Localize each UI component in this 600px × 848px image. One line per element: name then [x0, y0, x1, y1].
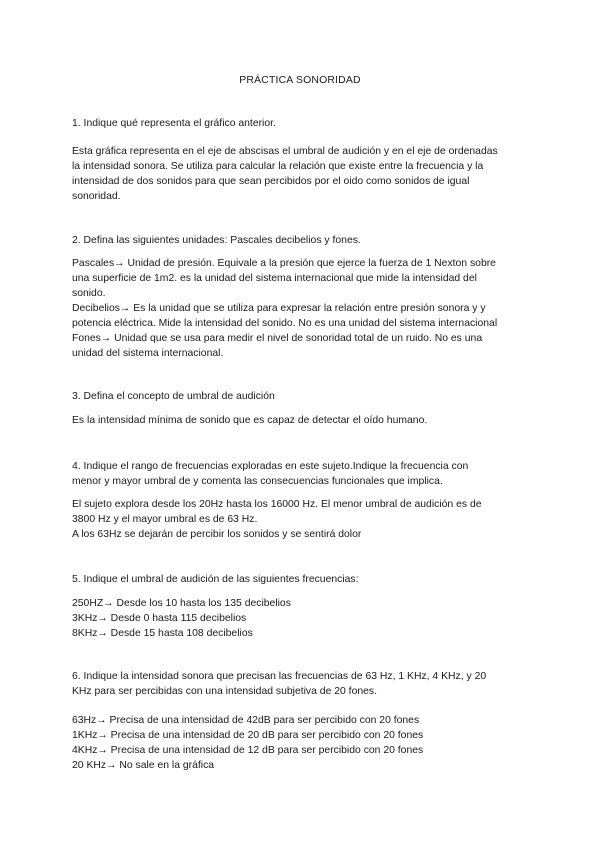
- answer-line: 3800 Hz y el mayor umbral es de 63 Hz.: [72, 514, 258, 525]
- answer-line: intensidad de dos sonidos para que sean percibidos por el oido como sonidos de igual: [72, 176, 470, 187]
- answer-line: El sujeto explora desde los 20Hz hasta los 16000 Hz. El menor umbral de audición es de: [72, 499, 482, 510]
- question-line: KHz para ser percibidas con una intensidad subjetiva de 20 fones.: [72, 686, 377, 697]
- question-line: 3. Defina el concepto de umbral de audición: [72, 391, 275, 402]
- answer-line: Pascales→ Unidad de presión. Equivale a la presión que ejerce la fuerza de 1 Nexton sobre: [72, 258, 496, 269]
- answer-line: potencia eléctrica. Mide la intensidad del sonido. No es una unidad del sistema internacional: [72, 318, 498, 329]
- answer-line: 250HZ→ Desde los 10 hasta los 135 decibelios: [72, 598, 291, 609]
- question-line: 6. Indique la intensidad sonora que precisan las frecuencias de 63 Hz, 1 KHz, 4 KHz, y 20: [72, 671, 487, 682]
- question-line: 2. Defina las siguientes unidades: Pascales decibelios y fones.: [72, 235, 361, 246]
- question-line: 5. Indique el umbral de audición de las siguientes frecuencias:: [72, 574, 359, 585]
- answer-6: [72, 713, 532, 773]
- answer-line: una superficie de 1m2. es la unidad del sistema internacional que mide la intensidad del: [72, 273, 477, 284]
- question-line: 4. Indique el rango de frecuencias exploradas en este sujeto.Indique la frecuencia con: [72, 461, 469, 472]
- answer-line: unidad del sistema internacional.: [72, 348, 224, 359]
- question-6: [72, 669, 532, 699]
- answer-line: Es la intensidad mínima de sonido que es capaz de detectar el oído humano.: [72, 415, 428, 426]
- question-line: menor y mayor umbral de y comenta las consecuencias funcionales que implica.: [72, 476, 443, 487]
- answer-line: 3KHz→ Desde 0 hasta 115 decibelios: [72, 613, 247, 624]
- answer-line: 63Hz→ Precisa de una intensidad de 42dB para ser percibido con 20 fones: [72, 715, 420, 726]
- answer-line: sonoridad.: [72, 191, 121, 202]
- answer-5: [72, 596, 532, 641]
- answer-line: 20 KHz→ No sale en la gráfica: [72, 760, 215, 771]
- answer-line: Decibelios→ Es la unidad que se utiliza para expresar la relación entre presión sonora y y: [72, 303, 486, 314]
- answer-line: Esta gráfica representa en el eje de abscisas el umbral de audición y en el eje de ordenadas: [72, 146, 498, 157]
- page-title: PRÁCTICA SONORIDAD: [239, 75, 361, 86]
- answer-line: Fones→ Unidad que se usa para medir el nivel de sonoridad total de un ruido. No es una: [72, 333, 483, 344]
- answer-line: 1KHz→ Precisa de una intensidad de 20 dB para ser percibido con 20 fones: [72, 730, 424, 741]
- question-3: [72, 389, 532, 404]
- question-4: [72, 459, 532, 489]
- answer-2: [72, 256, 532, 361]
- answer-4: [72, 497, 532, 542]
- question-line: 1. Indique qué representa el gráfico anterior.: [72, 118, 276, 129]
- question-2: [72, 233, 532, 248]
- answer-line: 8KHz→ Desde 15 hasta 108 decibelios: [72, 628, 253, 639]
- question-1: [72, 116, 532, 131]
- answer-1: [72, 144, 532, 204]
- question-5: [72, 572, 532, 587]
- answer-line: A los 63Hz se dejarán de percibir los sonidos y se sentirá dolor: [72, 529, 362, 540]
- answer-line: 4KHz→ Precisa de una intensidad de 12 dB para ser percibido con 20 fones: [72, 745, 424, 756]
- answer-3: [72, 413, 532, 428]
- answer-line: la intensidad sonora. Se utiliza para calcular la relación que existe entre la frecuencia y la: [72, 161, 484, 172]
- answer-line: sonido.: [72, 288, 106, 299]
